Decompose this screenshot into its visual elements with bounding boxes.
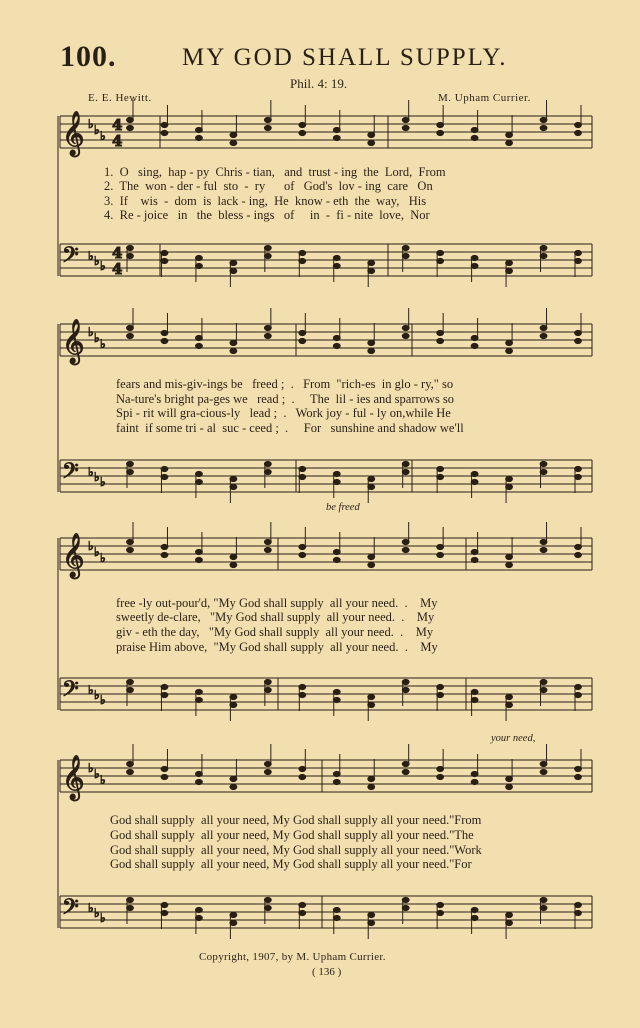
notehead <box>437 766 444 771</box>
flat-icon: ♭ <box>94 123 100 137</box>
notehead <box>333 915 340 920</box>
lyric-line: God shall supply all your need, My God shall supply all your need."For <box>110 857 472 871</box>
notehead <box>299 474 306 479</box>
notehead <box>575 766 582 771</box>
notehead <box>230 702 237 707</box>
notehead <box>471 907 478 912</box>
scripture-reference: Phil. 4: 19. <box>290 76 348 91</box>
notehead <box>437 130 444 135</box>
notehead <box>264 539 271 544</box>
notehead <box>575 552 582 557</box>
treble-clef-icon: 𝄞 <box>62 111 85 155</box>
notehead <box>161 774 168 779</box>
notehead <box>368 476 375 481</box>
notehead <box>540 125 547 130</box>
notehead <box>506 920 513 925</box>
notehead <box>437 774 444 779</box>
flat-icon: ♭ <box>94 767 100 781</box>
notehead <box>437 466 444 471</box>
notehead <box>299 684 306 689</box>
notehead <box>506 348 513 353</box>
notehead <box>299 330 306 335</box>
flat-icon: ♭ <box>94 470 100 484</box>
notehead <box>368 132 375 137</box>
notehead <box>230 340 237 345</box>
notehead <box>299 258 306 263</box>
notehead <box>127 769 134 774</box>
notehead <box>333 557 340 562</box>
time-signature: 4 <box>112 132 123 150</box>
notehead <box>196 471 203 476</box>
notehead <box>333 135 340 140</box>
notehead <box>299 544 306 549</box>
notehead <box>368 694 375 699</box>
lyric-line: Na-ture's bright pa-ges we read ; . The lil - ies and sparrows so <box>116 392 455 406</box>
notehead <box>196 343 203 348</box>
notehead <box>471 779 478 784</box>
notehead <box>161 122 168 127</box>
notehead <box>437 338 444 343</box>
notehead <box>333 697 340 702</box>
cue-text: your need, <box>491 733 536 744</box>
notehead <box>506 702 513 707</box>
notehead <box>437 258 444 263</box>
notehead <box>402 539 409 544</box>
notehead <box>471 127 478 132</box>
notehead <box>299 692 306 697</box>
notehead <box>299 774 306 779</box>
flat-icon: ♭ <box>100 773 106 787</box>
notehead <box>264 245 271 250</box>
notehead <box>471 915 478 920</box>
notehead <box>230 268 237 273</box>
notehead <box>506 340 513 345</box>
notehead <box>127 253 134 258</box>
notehead <box>333 689 340 694</box>
notehead <box>230 912 237 917</box>
notehead <box>161 250 168 255</box>
notehead <box>368 260 375 265</box>
notehead <box>506 776 513 781</box>
notehead <box>471 549 478 554</box>
notehead <box>299 910 306 915</box>
notehead <box>471 343 478 348</box>
notehead <box>196 915 203 920</box>
notehead <box>402 769 409 774</box>
notehead <box>196 549 203 554</box>
flat-icon: ♭ <box>88 325 94 339</box>
notehead <box>127 245 134 250</box>
lyric-line: 4. Re - joice in the bless - ings of in - fi - nite love, Nor <box>104 208 430 222</box>
notehead <box>506 484 513 489</box>
flat-icon: ♭ <box>100 129 106 143</box>
notehead <box>161 902 168 907</box>
notehead <box>471 479 478 484</box>
notehead <box>230 260 237 265</box>
notehead <box>127 897 134 902</box>
notehead <box>368 348 375 353</box>
notehead <box>506 260 513 265</box>
flat-icon: ♭ <box>94 254 100 268</box>
notehead <box>368 912 375 917</box>
notehead <box>161 910 168 915</box>
notehead <box>196 479 203 484</box>
notehead <box>368 340 375 345</box>
notehead <box>333 549 340 554</box>
notehead <box>540 245 547 250</box>
notehead <box>264 769 271 774</box>
lyric-line: praise Him above, "My God shall supply all your need. . My <box>116 640 438 654</box>
time-signature: 4 <box>112 116 123 134</box>
notehead <box>299 902 306 907</box>
notehead <box>575 466 582 471</box>
notehead <box>506 268 513 273</box>
notehead <box>540 679 547 684</box>
notehead <box>161 130 168 135</box>
notehead <box>264 679 271 684</box>
flat-icon: ♭ <box>94 906 100 920</box>
treble-clef-icon: 𝄞 <box>62 533 85 577</box>
notehead <box>540 905 547 910</box>
lyric-line: 2. The won - der - ful sto - ry of God's lov - ing care On <box>104 179 433 193</box>
notehead <box>402 897 409 902</box>
bass-clef-icon: 𝄢 <box>62 243 79 273</box>
composer-credit: M. Upham Currier. <box>438 92 531 104</box>
flat-icon: ♭ <box>88 901 94 915</box>
notehead <box>540 461 547 466</box>
cue-text: be freed <box>326 502 360 513</box>
lyric-line: giv - eth the day, "My God shall supply all your need. . My <box>116 625 434 639</box>
notehead <box>575 692 582 697</box>
notehead <box>471 135 478 140</box>
notehead <box>437 902 444 907</box>
notehead <box>368 920 375 925</box>
flat-icon: ♭ <box>100 259 106 273</box>
author-credit: E. E. Hewitt. <box>88 92 152 104</box>
notehead <box>575 250 582 255</box>
notehead <box>575 902 582 907</box>
notehead <box>127 687 134 692</box>
notehead <box>264 897 271 902</box>
notehead <box>368 484 375 489</box>
notehead <box>264 125 271 130</box>
notehead <box>540 253 547 258</box>
notehead <box>127 761 134 766</box>
notehead <box>161 684 168 689</box>
notehead <box>437 122 444 127</box>
notehead <box>333 343 340 348</box>
notehead <box>127 469 134 474</box>
flat-icon: ♭ <box>88 761 94 775</box>
notehead <box>540 769 547 774</box>
notehead <box>161 466 168 471</box>
notehead <box>575 474 582 479</box>
notehead <box>333 779 340 784</box>
notehead <box>471 557 478 562</box>
notehead <box>196 689 203 694</box>
notehead <box>540 687 547 692</box>
notehead <box>540 761 547 766</box>
notehead <box>575 330 582 335</box>
treble-clef-icon: 𝄞 <box>62 319 85 363</box>
notehead <box>506 140 513 145</box>
notehead <box>161 338 168 343</box>
flat-icon: ♭ <box>88 539 94 553</box>
flat-icon: ♭ <box>100 911 106 925</box>
notehead <box>299 122 306 127</box>
notehead <box>540 117 547 122</box>
notehead <box>402 117 409 122</box>
lyric-line: sweetly de-clare, "My God shall supply all your need. . My <box>116 610 435 624</box>
lyric-line: 3. If wis - dom is lack - ing, He know - eth the way, His <box>104 194 427 208</box>
notehead <box>437 544 444 549</box>
flat-icon: ♭ <box>100 693 106 707</box>
notehead <box>506 694 513 699</box>
notehead <box>506 132 513 137</box>
notehead <box>333 335 340 340</box>
notehead <box>196 135 203 140</box>
notehead <box>471 771 478 776</box>
flat-icon: ♭ <box>94 545 100 559</box>
notehead <box>127 461 134 466</box>
notehead <box>230 784 237 789</box>
notehead <box>127 547 134 552</box>
notehead <box>264 325 271 330</box>
lyric-line: 1. O sing, hap - py Chris - tian, and trust - ing the Lord, From <box>104 165 446 179</box>
notehead <box>333 479 340 484</box>
notehead <box>264 687 271 692</box>
notehead <box>196 335 203 340</box>
notehead <box>402 245 409 250</box>
flat-icon: ♭ <box>94 688 100 702</box>
notehead <box>368 140 375 145</box>
flat-icon: ♭ <box>88 249 94 263</box>
notehead <box>333 127 340 132</box>
notehead <box>264 905 271 910</box>
bass-clef-icon: 𝄢 <box>62 677 79 707</box>
notehead <box>230 554 237 559</box>
notehead <box>196 771 203 776</box>
notehead <box>506 476 513 481</box>
notehead <box>540 469 547 474</box>
bass-clef-icon: 𝄢 <box>62 895 79 925</box>
notehead <box>161 330 168 335</box>
flat-icon: ♭ <box>100 475 106 489</box>
notehead <box>437 684 444 689</box>
notehead <box>161 258 168 263</box>
notehead <box>230 476 237 481</box>
notehead <box>402 905 409 910</box>
notehead <box>471 255 478 260</box>
lyric-line: God shall supply all your need, My God shall supply all your need."From <box>110 813 482 827</box>
notehead <box>368 554 375 559</box>
hymn-number: 100. <box>60 40 117 73</box>
notehead <box>575 774 582 779</box>
notehead <box>540 333 547 338</box>
notehead <box>161 474 168 479</box>
notehead <box>230 348 237 353</box>
notehead <box>540 539 547 544</box>
notehead <box>333 907 340 912</box>
lyric-line: God shall supply all your need, My God shall supply all your need."Work <box>110 843 482 857</box>
notehead <box>127 125 134 130</box>
notehead <box>368 268 375 273</box>
notehead <box>264 461 271 466</box>
notehead <box>471 263 478 268</box>
notehead <box>402 461 409 466</box>
page-number: ( 136 ) <box>312 966 342 978</box>
notehead <box>299 766 306 771</box>
lyric-line: fears and mis-giv-ings be freed ; . From "rich-es in glo - ry," so <box>116 377 454 391</box>
notehead <box>196 697 203 702</box>
notehead <box>402 679 409 684</box>
notehead <box>540 325 547 330</box>
notehead <box>196 779 203 784</box>
notehead <box>333 771 340 776</box>
notehead <box>299 130 306 135</box>
notehead <box>402 687 409 692</box>
notehead <box>368 562 375 567</box>
notehead <box>161 692 168 697</box>
notehead <box>127 325 134 330</box>
notehead <box>264 333 271 338</box>
notehead <box>437 692 444 697</box>
notehead <box>575 910 582 915</box>
notehead <box>575 338 582 343</box>
notehead <box>471 335 478 340</box>
notehead <box>402 547 409 552</box>
notehead <box>299 338 306 343</box>
notehead <box>540 897 547 902</box>
flat-icon: ♭ <box>100 551 106 565</box>
notehead <box>540 547 547 552</box>
notehead <box>230 132 237 137</box>
notehead <box>575 684 582 689</box>
lyric-line: Spi - rit will gra-cious-ly lead ; . Work joy - ful - ly on,while He <box>116 406 451 420</box>
notehead <box>127 905 134 910</box>
lyric-line: free -ly out-pour'd, "My God shall supply all your need. . My <box>116 596 438 610</box>
time-signature: 4 <box>112 244 123 262</box>
notehead <box>299 552 306 557</box>
treble-clef-icon: 𝄞 <box>62 755 85 799</box>
notehead <box>196 907 203 912</box>
flat-icon: ♭ <box>100 337 106 351</box>
notehead <box>402 325 409 330</box>
notehead <box>368 776 375 781</box>
notehead <box>506 554 513 559</box>
flat-icon: ♭ <box>88 683 94 697</box>
notehead <box>230 140 237 145</box>
notehead <box>264 117 271 122</box>
notehead <box>196 127 203 132</box>
notehead <box>264 469 271 474</box>
notehead <box>402 469 409 474</box>
notehead <box>575 258 582 263</box>
notehead <box>368 784 375 789</box>
notehead <box>506 784 513 789</box>
notehead <box>402 125 409 130</box>
notehead <box>471 689 478 694</box>
flat-icon: ♭ <box>88 117 94 131</box>
lyric-line: God shall supply all your need, My God shall supply all your need."The <box>110 828 474 842</box>
notehead <box>506 562 513 567</box>
notehead <box>437 330 444 335</box>
notehead <box>575 544 582 549</box>
notehead <box>402 333 409 338</box>
notehead <box>437 552 444 557</box>
notehead <box>402 253 409 258</box>
lyric-line: faint if some tri - al suc - ceed ; . For sunshine and shadow we'll <box>116 421 464 435</box>
notehead <box>437 250 444 255</box>
notehead <box>127 539 134 544</box>
flat-icon: ♭ <box>94 331 100 345</box>
notehead <box>230 562 237 567</box>
notehead <box>575 130 582 135</box>
notehead <box>127 333 134 338</box>
notehead <box>333 263 340 268</box>
notehead <box>196 263 203 268</box>
notehead <box>402 761 409 766</box>
notehead <box>299 466 306 471</box>
notehead <box>471 471 478 476</box>
notehead <box>437 910 444 915</box>
flat-icon: ♭ <box>88 465 94 479</box>
notehead <box>196 557 203 562</box>
notehead <box>299 250 306 255</box>
notehead <box>230 920 237 925</box>
notehead <box>230 776 237 781</box>
notehead <box>333 471 340 476</box>
copyright-notice: Copyright, 1907, by M. Upham Currier. <box>199 951 386 963</box>
notehead <box>264 547 271 552</box>
notehead <box>161 544 168 549</box>
notehead <box>161 552 168 557</box>
notehead <box>230 484 237 489</box>
bass-clef-icon: 𝄢 <box>62 459 79 489</box>
hymn-title: MY GOD SHALL SUPPLY. <box>182 44 508 71</box>
notehead <box>264 761 271 766</box>
notehead <box>368 702 375 707</box>
notehead <box>127 117 134 122</box>
notehead <box>471 697 478 702</box>
notehead <box>127 679 134 684</box>
notehead <box>506 912 513 917</box>
notehead <box>575 122 582 127</box>
notehead <box>437 474 444 479</box>
time-signature: 4 <box>112 260 123 278</box>
notehead <box>161 766 168 771</box>
notehead <box>196 255 203 260</box>
notehead <box>333 255 340 260</box>
notehead <box>264 253 271 258</box>
notehead <box>230 694 237 699</box>
